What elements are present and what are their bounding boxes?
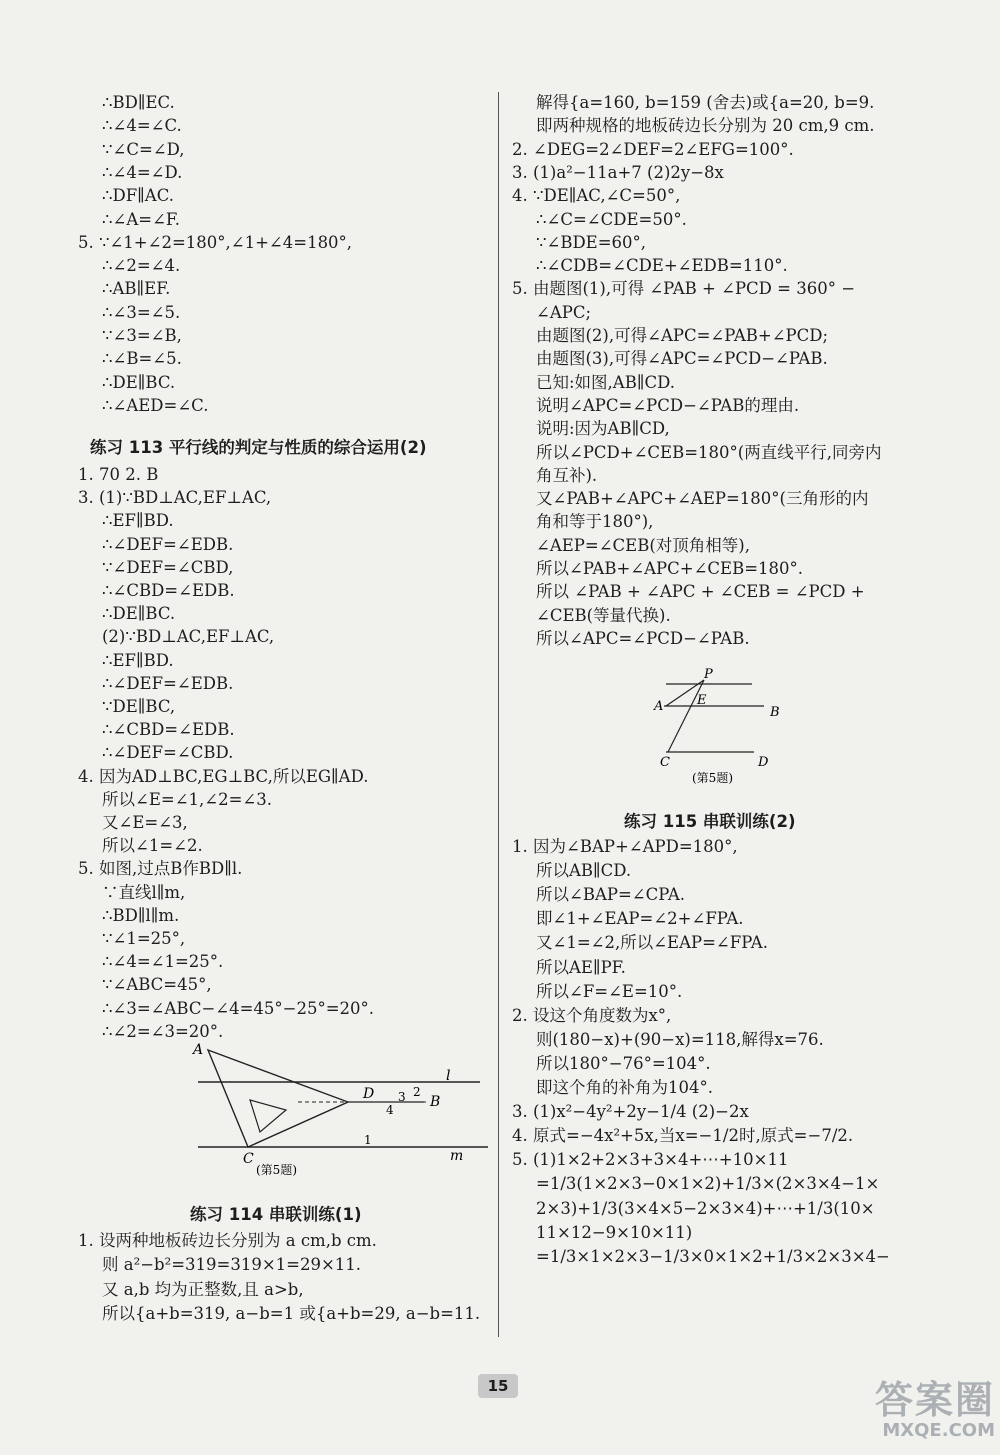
label-B: B	[430, 1094, 441, 1110]
solution-line: ∴∠2=∠3=20°.	[102, 1021, 224, 1041]
label-P: P	[704, 667, 713, 682]
solution-line: 又∠PAB+∠APC+∠AEP=180°(三角形的内	[536, 489, 869, 509]
solution-line: 所以∠APC=∠PCD−∠PAB.	[536, 628, 750, 648]
solution-line: ∴BD∥EC.	[102, 93, 175, 112]
solution-line: 所以AE∥PF.	[536, 957, 626, 977]
label-A: A	[193, 1042, 204, 1058]
label-angle-2: 2	[413, 1085, 421, 1099]
solution-line: 2. ∠DEG=2∠DEF=2∠EFG=100°.	[512, 139, 794, 159]
solution-line: 3. (1)∵BD⊥AC,EF⊥AC,	[78, 488, 272, 508]
solution-line: ∵∠C=∠D,	[102, 139, 185, 159]
solution-line: ∴∠AED=∠C.	[102, 395, 209, 415]
label-D: D	[363, 1086, 375, 1102]
watermark-logo: 答案圈	[874, 1378, 995, 1422]
solution-line: 所以∠PCD+∠CEB=180°(两直线平行,同旁内	[536, 442, 882, 462]
solution-line: 所以∠BAP=∠CPA.	[536, 885, 685, 905]
section-title-114: 练习 114 串联训练(1)	[190, 1205, 362, 1224]
solution-line: ∵∠ABC=45°,	[102, 975, 212, 995]
solution-line: ∴∠DEF=∠EDB.	[102, 673, 234, 693]
solution-line: =1/3×1×2×3−1/3×0×1×2+1/3×2×3×4−	[536, 1246, 890, 1266]
solution-line: 即这个角的补角为104°.	[536, 1078, 713, 1097]
solution-line: ∴∠4=∠1=25°.	[102, 952, 224, 972]
solution-line: 所以 ∠PAB + ∠APC + ∠CEB = ∠PCD +	[536, 582, 865, 602]
solution-line: 所以∠E=∠1,∠2=∠3.	[102, 789, 272, 809]
solution-line: 说明∠APC=∠PCD−∠PAB的理由.	[536, 395, 800, 415]
figure-parallel-lines-triangle	[188, 1040, 508, 1180]
solution-line: 所以∠1=∠2.	[102, 836, 203, 856]
solution-line: ∴∠C=∠CDE=50°.	[536, 209, 687, 229]
solution-line: ∴∠2=∠4.	[102, 256, 181, 276]
solution-line: ∴∠4=∠D.	[102, 162, 183, 182]
solution-line: ∴∠B=∠5.	[102, 349, 182, 369]
solution-line: ∴∠CBD=∠EDB.	[102, 581, 235, 600]
page-number: 15	[478, 1374, 518, 1398]
solution-line: ∴∠CDB=∠CDE+∠EDB=110°.	[536, 256, 788, 276]
solution-line: ∴∠CBD=∠EDB.	[102, 720, 235, 740]
solution-line: 又∠1=∠2,所以∠EAP=∠FPA.	[536, 933, 768, 953]
solution-line: 所以∠PAB+∠APC+∠CEB=180°.	[536, 559, 804, 578]
solution-line: ∴∠DEF=∠EDB.	[102, 534, 234, 554]
solution-line: 说明:因为AB∥CD,	[536, 419, 670, 439]
solution-line: ∵直线l∥m,	[102, 882, 186, 902]
solution-line: 又 a,b 均为正整数,且 a>b,	[102, 1279, 304, 1299]
solution-line: 1. 设两种地板砖边长分别为 a cm,b cm.	[78, 1231, 377, 1250]
solution-line: 所以180°−76°=104°.	[536, 1053, 711, 1073]
label-angle-1: 1	[364, 1133, 372, 1147]
solution-line: ∵∠DEF=∠CBD,	[102, 557, 234, 577]
solution-line: 1. 因为∠BAP+∠APD=180°,	[512, 837, 738, 856]
solution-line: 所以{a+b=319, a−b=1 或{a+b=29, a−b=11.	[102, 1304, 481, 1324]
solution-line: ∴∠4=∠C.	[102, 116, 182, 136]
solution-line: ∠CEB(等量代换).	[536, 605, 671, 625]
solution-line: ∴BD∥l∥m.	[102, 905, 180, 925]
column-divider	[498, 92, 499, 1337]
solution-line: 2×3)+1/3(3×4×5−2×3×4)+⋯+1/3(10×	[536, 1198, 875, 1218]
label-line-l: l	[446, 1068, 451, 1084]
solution-line: ∵∠1=25°,	[102, 929, 186, 948]
solution-line: ∴DE∥BC.	[102, 604, 176, 624]
watermark	[795, 1380, 995, 1450]
solution-line: 由题图(3),可得∠APC=∠PCD−∠PAB.	[536, 349, 828, 369]
solution-line: 4. ∵DE∥AC,∠C=50°,	[512, 186, 681, 206]
section-title-115: 练习 115 串联训练(2)	[624, 812, 796, 831]
solution-line: ∴∠A=∠F.	[102, 209, 181, 229]
solution-line: ∴∠3=∠5.	[102, 302, 181, 322]
solution-line: ∵DE∥BC,	[102, 697, 176, 716]
label-E: E	[697, 693, 707, 708]
figure-caption: (第5题)	[692, 771, 733, 785]
label-angle-4: 4	[386, 1103, 394, 1117]
solution-line: 4. 因为AD⊥BC,EG⊥BC,所以EG∥AD.	[78, 766, 369, 786]
solution-line: ∠APC;	[536, 302, 592, 322]
solution-line: 所以AB∥CD.	[536, 861, 632, 881]
solution-line: (2)∵BD⊥AC,EF⊥AC,	[102, 627, 275, 647]
solution-line: 即两种规格的地板砖边长分别为 20 cm,9 cm.	[536, 116, 875, 136]
label-C: C	[660, 755, 670, 770]
label-B: B	[770, 705, 780, 720]
triangle-figure-svg	[188, 1040, 508, 1180]
solution-line: ∵∠BDE=60°,	[536, 232, 647, 252]
solution-line: 角和等于180°),	[536, 512, 654, 532]
label-D: D	[758, 755, 769, 770]
label-angle-3: 3	[398, 1090, 406, 1104]
solution-line: ∴DE∥BC.	[102, 372, 176, 392]
solution-line: 又∠E=∠3,	[102, 813, 188, 832]
label-C: C	[243, 1151, 254, 1167]
section-title-113: 练习 113 平行线的判定与性质的综合运用(2)	[90, 438, 427, 457]
solution-line: 11×12−9×10×11)	[536, 1222, 693, 1242]
solution-line: 5. (1)1×2+2×3+3×4+⋯+10×11	[512, 1150, 789, 1170]
solution-line: 1. 70 2. B	[78, 465, 159, 484]
solution-line: 即∠1+∠EAP=∠2+∠FPA.	[536, 909, 744, 929]
solution-line: 则 a²−b²=319=319×1=29×11.	[102, 1255, 362, 1275]
solution-line: 3. (1)a²−11a+7 (2)2y−8x	[512, 162, 724, 182]
parallel-figure-svg	[652, 666, 812, 786]
figure-caption: (第5题)	[256, 1163, 297, 1177]
solution-line: =1/3(1×2×3−0×1×2)+1/3×(2×3×4−1×	[536, 1174, 880, 1194]
solution-line: 3. (1)x²−4y²+2y−1/4 (2)−2x	[512, 1102, 749, 1122]
figure-parallel-ab-cd	[652, 666, 812, 786]
solution-line: ∴EF∥BD.	[102, 511, 174, 531]
solution-line: 5. 如图,过点B作BD∥l.	[78, 859, 243, 879]
solution-line: 则(180−x)+(90−x)=118,解得x=76.	[536, 1029, 824, 1049]
solution-line: 解得{a=160, b=159 (舍去)或{a=20, b=9.	[536, 93, 875, 112]
watermark-url: MXQE.COM	[882, 1420, 995, 1441]
solution-line: 所以∠F=∠E=10°.	[536, 981, 683, 1001]
solution-line: ∴∠DEF=∠CBD.	[102, 743, 234, 763]
solution-line: 5. 由题图(1),可得 ∠PAB + ∠PCD = 360° −	[512, 279, 856, 299]
solution-line: ∴∠3=∠ABC−∠4=45°−25°=20°.	[102, 998, 375, 1018]
solution-line: ∴AB∥EF.	[102, 279, 171, 299]
solution-line: ∵∠3=∠B,	[102, 326, 182, 345]
label-A: A	[654, 699, 664, 714]
label-line-m: m	[450, 1148, 464, 1164]
solution-line: ∴DF∥AC.	[102, 186, 174, 206]
solution-line: 2. 设这个角度数为x°,	[512, 1005, 672, 1025]
solution-line: 由题图(2),可得∠APC=∠PAB+∠PCD;	[536, 326, 829, 345]
solution-line: ∴EF∥BD.	[102, 650, 174, 670]
solution-line: 角互补).	[536, 465, 598, 485]
solution-line: 已知:如图,AB∥CD.	[536, 372, 675, 392]
solution-line: ∠AEP=∠CEB(对顶角相等),	[536, 535, 750, 555]
solution-line: 5. ∵∠1+∠2=180°,∠1+∠4=180°,	[78, 232, 353, 252]
solution-line: 4. 原式=−4x²+5x,当x=−1/2时,原式=−7/2.	[512, 1126, 854, 1146]
